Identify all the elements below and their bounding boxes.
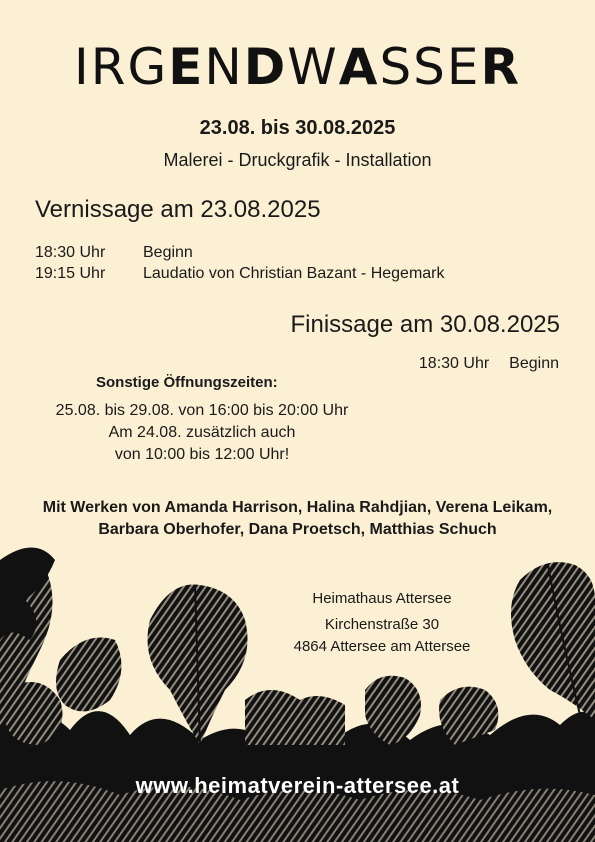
artists-list xyxy=(0,497,595,541)
opening-hours-line: von 10:00 bis 12:00 Uhr! xyxy=(114,446,290,463)
opening-hours-line: 25.08. bis 29.08. von 16:00 bis 20:00 Uhr xyxy=(55,402,349,419)
artists-line: Barbara Oberhofer, Dana Proetsch, Matthias Schuch xyxy=(98,521,497,538)
exhibition-subtitle: Malerei - Druckgrafik - Installation xyxy=(163,150,432,170)
website-link[interactable]: www.heimatverein-attersee.at xyxy=(135,773,460,798)
exhibition-dates: 23.08. bis 30.08.2025 xyxy=(199,117,396,139)
opening-hours-line: Am 24.08. zusätzlich auch xyxy=(108,424,296,441)
venue-name: Heimathaus Attersee xyxy=(312,590,452,607)
venue-street: Kirchenstraße 30 xyxy=(324,616,440,633)
vernissage-event: Laudatio von Christian Bazant - Hegemark xyxy=(143,265,445,282)
finissage-heading: Finissage am 30.08.2025 xyxy=(290,311,560,338)
opening-hours-heading: Sonstige Öffnungszeiten: xyxy=(96,374,278,391)
vernissage-heading: Vernissage am 23.08.2025 xyxy=(35,196,321,223)
finissage-row xyxy=(419,355,559,373)
exhibition-title: IRGENDWASSER xyxy=(73,38,522,96)
vernissage-row xyxy=(35,244,193,262)
vernissage-row xyxy=(35,265,445,283)
vernissage-time: 18:30 Uhr xyxy=(35,244,106,261)
venue-city: 4864 Attersee am Attersee xyxy=(293,638,471,655)
finissage-time: 18:30 Uhr xyxy=(418,355,490,372)
vernissage-event: Beginn xyxy=(143,244,193,261)
vernissage-time: 19:15 Uhr xyxy=(35,265,106,282)
finissage-event: Beginn xyxy=(509,355,559,372)
artists-line: Mit Werken von Amanda Harrison, Halina Rahdjian, Verena Leikam, xyxy=(42,499,553,516)
